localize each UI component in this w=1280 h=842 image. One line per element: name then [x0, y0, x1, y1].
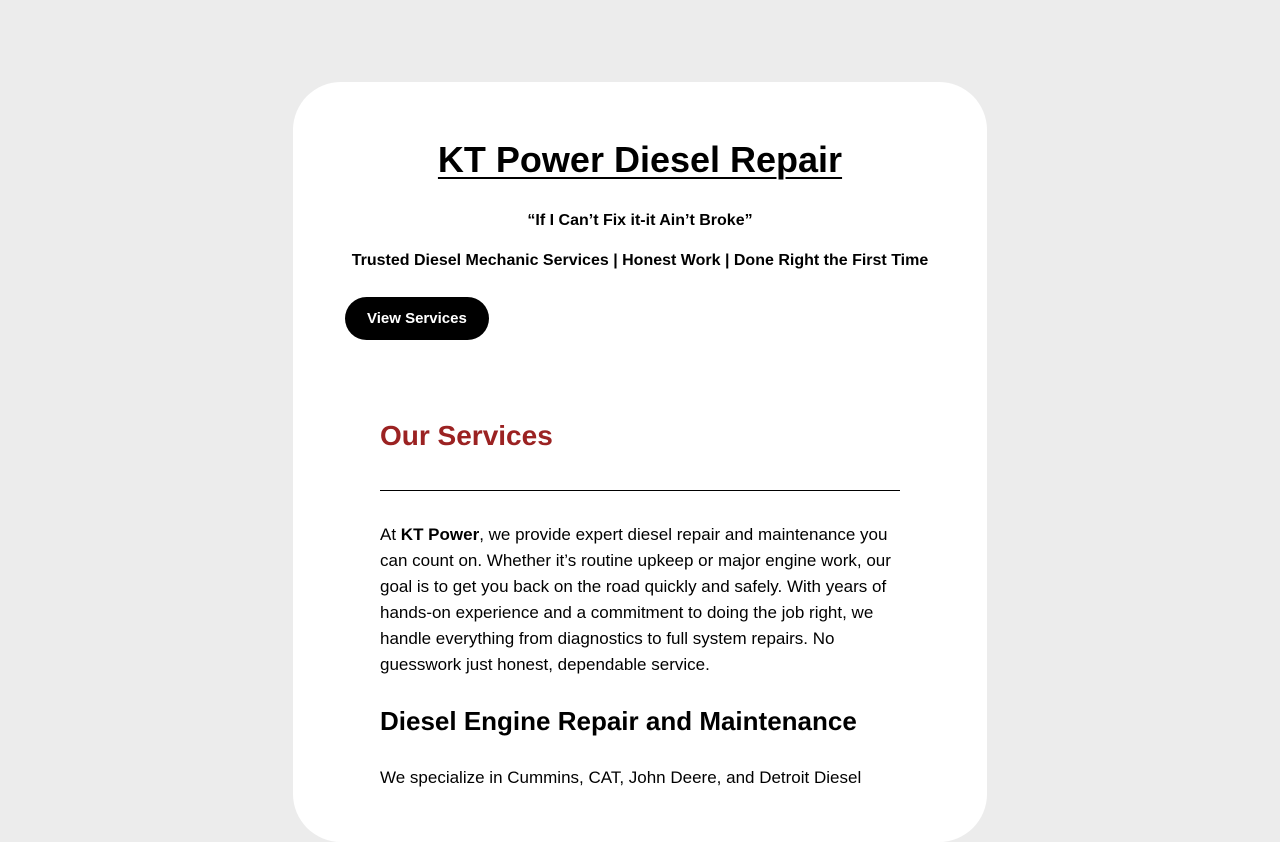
intro-body: , we provide expert diesel repair and maintenance you can count on. Whether it’s routine upkeep or major engine work, our goal is to get you back on the road quickly and safely. With years of hands-on experience and a commitment to doing the job right, we handle everything from diagnostics to full system repairs. No guesswork just honest, dependable service. [380, 525, 891, 674]
tagline: “If I Can’t Fix it-it Ain’t Broke” [527, 212, 753, 229]
intro-prefix: At [380, 525, 401, 544]
view-services-button[interactable]: View Services [345, 297, 489, 340]
engine-repair-heading: Diesel Engine Repair and Maintenance [380, 706, 857, 736]
subline: Trusted Diesel Mechanic Services | Honest Work | Done Right the First Time [351, 252, 929, 269]
site-title: KT Power Diesel Repair [437, 139, 843, 180]
services-intro [380, 522, 900, 678]
engine-repair-text: We specialize in Cummins, CAT, John Deere, and Detroit Diesel [380, 768, 862, 787]
services-heading: Our Services [380, 420, 553, 451]
brand-name: KT Power [400, 525, 480, 544]
main-card [293, 82, 987, 842]
section-divider [380, 490, 900, 491]
